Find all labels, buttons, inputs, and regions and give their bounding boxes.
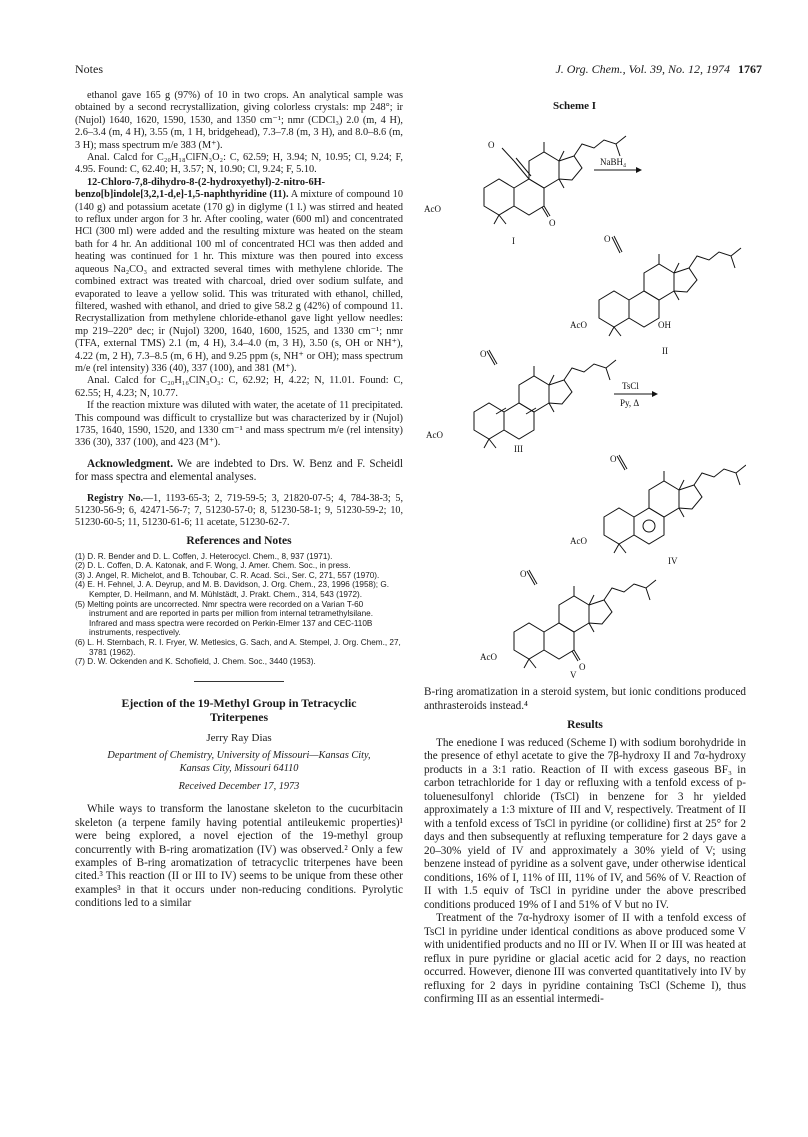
compound-iii-ketone: O — [480, 349, 487, 359]
compound-iii-acetoxy: AcO — [426, 430, 443, 440]
page-number: 1767 — [738, 62, 762, 76]
reference-item: (3) J. Angel, R. Michelot, and B. Tchoubar, C. R. Acad. Sci., Ser. C, 271, 557 (1970). — [75, 570, 380, 580]
results-paragraph-2: Treatment of the 7α-hydroxy isomer of II with a tenfold excess of TsCl in pyridine under identical conditions as above produced some V with unidentified products and no III or IV. When II or III was heated at reflux in pure pyridine or glacial acetic acid for 2 days, no reaction occurred. However, dienone III was converted quantitatively into IV by refluxing for 2 days in pyridine containing TsCl (Scheme I), thus confirming III as an essential intermedi- — [424, 912, 746, 1005]
compound-i-label: I — [512, 236, 515, 246]
compound-ii-acetoxy: AcO — [570, 320, 587, 330]
article-title — [75, 696, 403, 724]
compound-i-structure — [424, 136, 626, 246]
author-name: Jerry Ray Dias — [206, 731, 272, 744]
running-header-left: Notes — [75, 62, 103, 76]
article-divider — [194, 681, 284, 682]
compound-v-acetoxy: AcO — [480, 652, 497, 662]
reagent-nabh4: NaBH₄ — [600, 157, 627, 167]
article-title-line-2: Triterpenes — [209, 709, 269, 724]
results-paragraph-1: The enedione I was reduced (Scheme I) with sodium borohydride in the presence of ethyl acetate to give the 7β-hydroxy II and 7α-hydroxy products in a 3:1 ratio. Reaction of II with excess gaseous BF₃ in carbon tetrachloride for 1 day or refluxing with a tenfold excess of p-toluenesulfonyl chloride (TsCl) in benzene for 3 hr yielded approximately a 1:3 mixture of III and V, respectively. Treatment of II with a tenfold excess of TsCl in pyridine (or collidine) first at 25° for 2 days and then subsequently at refluxing temperature for 2 days gave a 20–30% yield of IV and approximately a 30% yield of V; using benzene instead of pyridine as a solvent gave, under otherwise identical conditions, 16% of I, 11% of III, 11% of IV, and 56% of V. Reaction of II with 1.5 equiv of TsCl in pyridine under the above prescribed conditions produced 19% of I and 51% of V but no IV. — [424, 736, 746, 911]
compound-v-structure — [480, 569, 656, 680]
reference-item: (7) D. W. Ockenden and K. Schofield, J. Chem. Soc., 3440 (1953). — [75, 657, 316, 667]
running-header-right — [555, 62, 762, 77]
affiliation-line-2: Kansas City, Missouri 64110 — [179, 762, 299, 774]
compound-iv-label: IV — [668, 556, 678, 566]
reagent-tscl: TsCl — [622, 381, 639, 391]
paragraph-synthesis-10: ethanol gave 165 g (97%) of 10 in two crops. An analytical sample was obtained by a second recrystallization, giving colorless crystals: mp 248°; ir (Nujol) 1640, 1620, 1590, 1530, and 1350 cm⁻¹; nmr (CDCl₃) 2.0 (m, 4 H), 2.6–3.4 (m, 4 H), 3.55 (m, 1 H, bridgehead), 7.3–7.8 (m, 3 H), and 8.0–8.6 (m, 3 H); mass spectrum m/e 383 (M⁺). — [75, 90, 403, 151]
references-list — [75, 552, 403, 667]
article-title-line-1: Ejection of the 19-Methyl Group in Tetracyclic — [121, 695, 357, 710]
paragraph-analysis-10: Anal. Calcd for C₂₀H₁₈ClFN₃O₂: C, 62.59; H, 3.94; N, 10.95; Cl, 9.24; F, 4.95. Found: C, 62.40; H, 3.57; N, 10.90; Cl, 9.24; F, 5.10. — [75, 152, 403, 176]
scheme-title: Scheme I — [553, 100, 597, 112]
left-column — [75, 90, 403, 911]
reagent-pyridine-heat: Py, Δ — [620, 398, 640, 408]
reaction-arrow-1 — [594, 157, 642, 173]
acknowledgment-text: We are indebted to Drs. W. Benz and F. Scheidl for mass spectra and elemental analyses. — [75, 457, 403, 484]
compound-v-ketone-bottom: O — [579, 662, 586, 672]
reference-item: (6) L. H. Sternbach, R. I. Fryer, W. Metlesics, G. Sach, and A. Stempel, J. Org. Chem., 27, 3781 (1962). — [75, 637, 401, 657]
paragraph-acetate-11: If the reaction mixture was diluted with water, the acetate of 11 precipitated. This compound was difficult to crystallize but was characterized by ir (Nujol) 1735, 1640, 1590, 1520, and 1330 cm⁻¹ and mass spectrum m/e (rel intensity) 336 (30), 337 (100), and 423 (M⁺). — [75, 400, 403, 449]
registry-head: Registry No. — [87, 492, 144, 504]
compound-11-procedure: A mixture of compound 10 (140 g) and potassium acetate (170 g) in diglyme (1 l.) was stirred and heated to reflux under argon for 3 hr. After cooling, water (600 ml) and concentrated HCl (300 ml) were added and the resulting mixture was heated on the steam bath for 4 hr. An additional 100 ml of concentrated HCl was then added and heating was continued for 1 hr. This mixture was then poured into excess aqueous Na₂CO₃ and extracted several times with methylene chloride. The combined extract was treated with charcoal, dried over sodium sulfate, and evaporated to leave a yellow solid. This was triturated with ethanol, chilled, filtered, washed with ethanol, and dried to give 58.2 g (42%) of compound 11. Recrystallization from methylene chloride-ethanol gave light yellow needles: mp 219–220° dec; ir (Nujol) 3200, 1640, 1600, 1525, and 1330 cm⁻¹; nmr (TFA, external TMS) 2.1 (m, 4 H), 3.4–4.0 (m, 3 H), 3.50 (s, OH or NH⁺), 4.22 (m, 2 H), 7.3–8.5 (m, 6 H), and 9.25 ppm (s, NH⁺ or OH); mass spectrum m/e (rel intensity) 336 (40), 337 (100), and 381 (M⁺). — [75, 189, 403, 374]
reference-item: (2) D. L. Coffen, D. A. Katonak, and F. Wong, J. Amer. Chem. Soc., in press. — [75, 561, 351, 571]
compound-iv-acetoxy: AcO — [570, 536, 587, 546]
compound-ii-structure — [570, 234, 741, 356]
compound-ii-hydroxyl: OH — [658, 320, 671, 330]
reference-item: (5) Melting points are uncorrected. Nmr spectra were recorded on a Varian T-60 instrument and are reported in parts per million from internal tetramethylsilane. Infrared and mass spectra were recorded on Perkin-Elmer 137 and CEC-110B instruments, respectively. — [75, 599, 373, 638]
results-heading: Results — [567, 719, 603, 731]
compound-11-title: 12-Chloro-7,8-dihydro-8-(2-hydroxyethyl)-2-nitro-6H-benzo[b]indole[3,2,1-d,e]-1,5-naphthyridine (11). — [75, 176, 326, 201]
compound-v-label: V — [570, 670, 577, 680]
right-column-text — [424, 686, 746, 1007]
reaction-arrow-2 — [614, 381, 658, 408]
scheme-i-diagram — [424, 112, 746, 682]
continuation-paragraph: B-ring aromatization in a steroid system, but ionic conditions produced anthrasteroids instead.⁴ — [424, 686, 746, 712]
acknowledgment — [75, 458, 403, 485]
journal-citation: J. Org. Chem., Vol. 39, No. 12, 1974 — [555, 62, 730, 76]
received-date: Received December 17, 1973 — [178, 780, 300, 792]
compound-i-acetoxy: AcO — [424, 204, 441, 214]
registry-numbers — [75, 493, 403, 530]
affiliation — [75, 750, 403, 775]
acknowledgment-head: Acknowledgment. — [87, 457, 174, 470]
compound-i-ketone-bottom: O — [549, 218, 556, 228]
introduction-paragraph: While ways to transform the lanostane skeleton to the cucurbitacin skeleton (a terpene family having potential antileukemic properties)¹ were being explored, a novel ejection of the 19-methyl group concurrently with B-ring aromatization (IV) was observed.² Only a few examples of B-ring aromatization of tetracyclic triterpenes have been cited.³ This reaction (II or III to IV) seems to be unique from these other examples³ in that it occurs under non-reducing conditions. Pyrolytic conditions led to a similar — [75, 803, 403, 910]
reference-item: (4) E. H. Fehnel, J. A. Deyrup, and M. B. Davidson, J. Org. Chem., 23, 1996 (1958); G. Kempter, D. Heilmann, and M. Mühlstädt, J. Prakt. Chem., 314, 543 (1972). — [75, 580, 389, 599]
paragraph-compound-11 — [75, 177, 403, 376]
compound-ii-label: II — [662, 346, 668, 356]
references-heading: References and Notes — [186, 535, 292, 548]
compound-iii-label: III — [514, 444, 523, 454]
compound-iv-ketone: O — [610, 454, 617, 464]
paragraph-analysis-11: Anal. Calcd for C₂₀H₁₆ClN₃O₃: C, 62.92; H, 4.22; N, 11.01. Found: C, 62.55; H, 4.23; N, 10.77. — [75, 375, 403, 399]
affiliation-line-1: Department of Chemistry, University of Missouri—Kansas City, — [107, 750, 371, 762]
compound-ii-ketone: O — [604, 234, 611, 244]
reference-item: (1) D. R. Bender and D. L. Coffen, J. Heterocycl. Chem., 8, 937 (1971). — [75, 551, 333, 561]
compound-i-ketone-top: O — [488, 140, 495, 150]
compound-v-ketone-top: O — [520, 569, 527, 579]
registry-text: —1, 1193-65-3; 2, 719-59-5; 3, 21820-07-5; 4, 784-38-3; 5, 51230-56-9; 6, 42471-56-7; 7, 51230-57-0; 8, 51230-58-1; 9, 51230-59-2; 10, 51230-60-5; 11, 51230-61-6; 11 acetate, 51230-62-7. — [75, 492, 403, 528]
compound-iv-structure — [570, 454, 746, 566]
compound-iii-structure — [426, 349, 616, 454]
